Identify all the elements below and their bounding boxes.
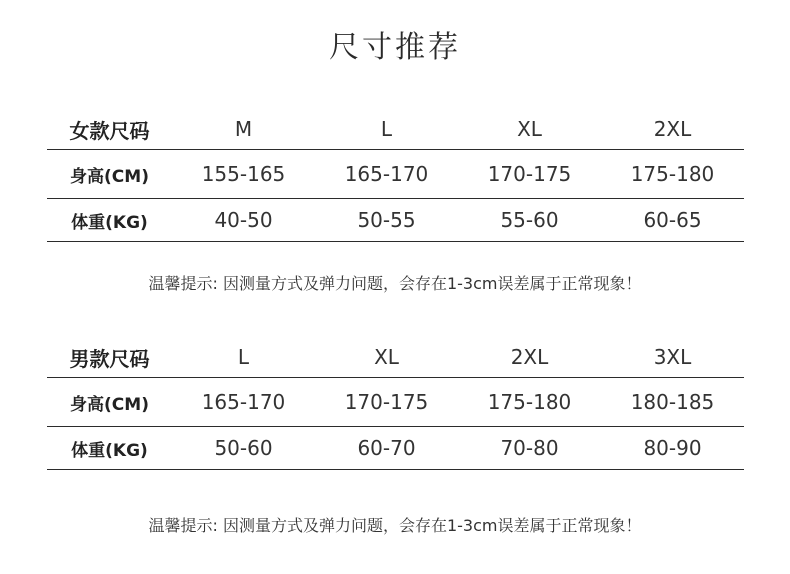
men-header-label: 男款尺码: [69, 346, 150, 371]
women-weight-cell: 50-55: [357, 208, 416, 232]
men-size-col-3: 2XL: [510, 345, 549, 369]
men-weight-row: [47, 426, 744, 470]
women-height-cell: 155-165: [201, 162, 286, 186]
page-title: 尺寸推荐: [329, 30, 461, 65]
men-size-col-4: 3XL: [653, 345, 692, 369]
women-height-cell: 175-180: [630, 162, 715, 186]
women-height-row: [47, 149, 744, 198]
women-height-cell: 165-170: [344, 162, 429, 186]
men-size-col-1: L: [237, 345, 250, 369]
men-size-col-2: XL: [374, 345, 399, 369]
men-weight-label: 体重(KG): [71, 440, 148, 461]
men-height-cell: 175-180: [487, 390, 572, 414]
men-size-table: [47, 337, 744, 470]
men-weight-cell: 50-60: [214, 436, 273, 460]
men-height-row: [47, 377, 744, 426]
women-size-col-2: L: [380, 117, 393, 141]
men-weight-cell: 80-90: [643, 436, 702, 460]
men-height-cell: 170-175: [344, 390, 429, 414]
women-weight-label: 体重(KG): [71, 212, 148, 233]
women-height-label: 身高(CM): [70, 166, 149, 187]
women-header-row: [47, 109, 744, 149]
women-size-col-4: 2XL: [653, 117, 692, 141]
women-measurement-note: 温馨提示: 因测量方式及弹力问题，会存在1-3cm误差属于正常现象！: [148, 274, 642, 293]
women-height-cell: 170-175: [487, 162, 572, 186]
men-height-cell: 180-185: [630, 390, 715, 414]
men-header-row: [47, 337, 744, 377]
women-weight-cell: 55-60: [500, 208, 559, 232]
men-weight-cell: 60-70: [357, 436, 416, 460]
men-height-cell: 165-170: [201, 390, 286, 414]
women-size-col-1: M: [234, 117, 253, 141]
women-weight-row: [47, 198, 744, 242]
women-size-col-3: XL: [517, 117, 542, 141]
women-header-label: 女款尺码: [69, 118, 150, 143]
women-size-table: [47, 109, 744, 242]
women-weight-cell: 40-50: [214, 208, 273, 232]
men-measurement-note: 温馨提示: 因测量方式及弹力问题，会存在1-3cm误差属于正常现象！: [148, 516, 642, 535]
women-weight-cell: 60-65: [643, 208, 702, 232]
men-height-label: 身高(CM): [70, 394, 149, 415]
men-weight-cell: 70-80: [500, 436, 559, 460]
